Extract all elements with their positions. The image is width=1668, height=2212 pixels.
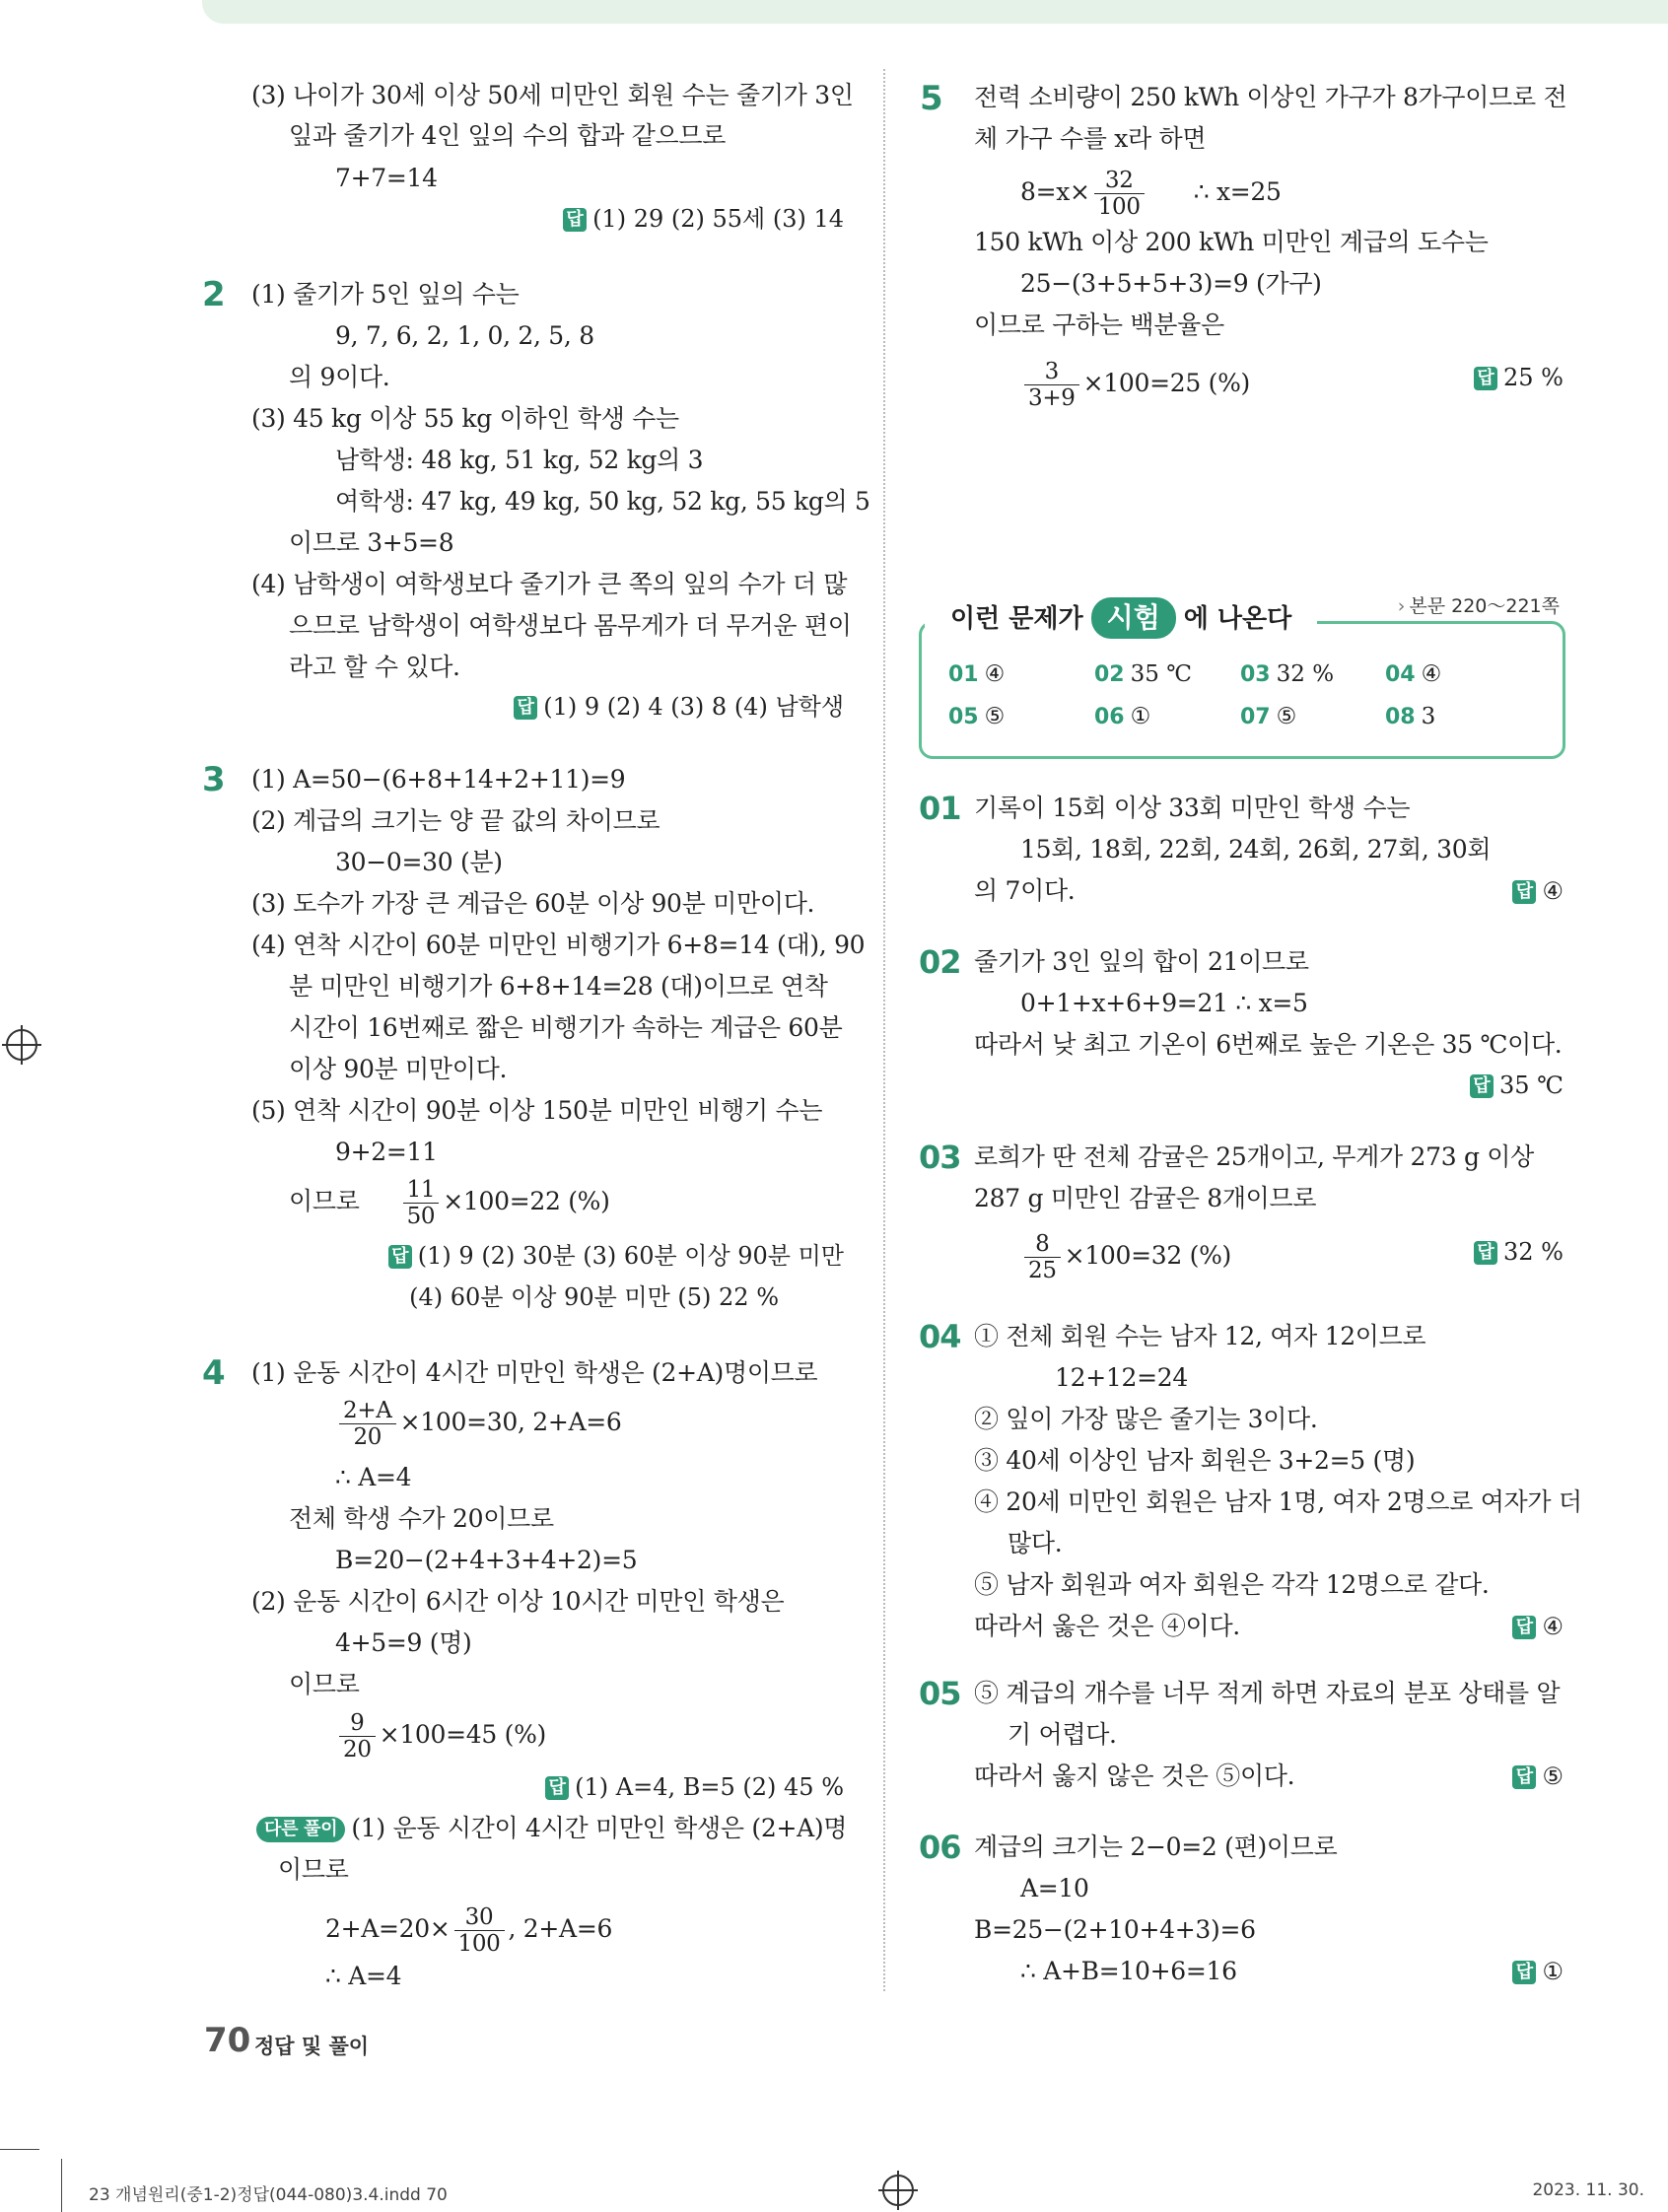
chevron-right-icon: ›: [1397, 595, 1406, 617]
text-line: 줄기가 3인 잎의 합이 21이므로: [974, 947, 1309, 976]
page-reference: [1398, 591, 1560, 618]
text-line: 9, 7, 6, 2, 1, 0, 2, 5, 8: [335, 321, 594, 350]
item-answer: 32 %: [1276, 661, 1335, 687]
text-line: (5) 연착 시간이 90분 이상 150분 미만인 비행기 수는: [251, 1096, 823, 1125]
problem-number: 2: [202, 275, 226, 314]
text-line: 287 g 미만인 감귤은 8개이므로: [974, 1184, 1317, 1212]
denominator: 20: [343, 1737, 372, 1763]
text-post: , 2+A=6: [508, 1914, 613, 1943]
problem-number: 06: [919, 1829, 961, 1866]
text-line: ③ 40세 이상인 남자 회원은 3+2=5 (명): [974, 1446, 1416, 1475]
box-item: [1240, 659, 1334, 690]
text-line: 15회, 18회, 22회, 24회, 26회, 27회, 30회: [1020, 835, 1492, 864]
text-line: 기록이 15회 이상 33회 미만인 학생 수는: [974, 794, 1411, 822]
answer-line: [1470, 1069, 1564, 1102]
text-line: ∴ A+B=10+6=16: [1020, 1957, 1237, 1985]
text-line: (1) A=50−(6+8+14+2+11)=9: [251, 765, 626, 794]
fraction: [403, 1177, 440, 1229]
text-line: 4+5=9 (명): [335, 1628, 472, 1657]
answer-text: (1) 9 (2) 30분 (3) 60분 이상 90분 미만: [417, 1242, 844, 1270]
box-item: [948, 659, 1005, 690]
item-answer: ①: [1130, 704, 1151, 729]
item-number: 03: [1240, 662, 1271, 687]
fraction-line: [325, 1904, 612, 1957]
box-item: [948, 702, 1005, 732]
fraction: [1094, 168, 1145, 220]
problem-number: 01: [919, 790, 961, 827]
problem-number: 5: [920, 79, 943, 118]
fraction-line: [335, 1710, 546, 1763]
answer-text: ④: [1542, 877, 1564, 905]
text-line: ∴ A=4: [325, 1962, 402, 1990]
text-line: 의 9이다.: [289, 363, 390, 391]
numerator: 2+A: [339, 1398, 396, 1424]
footer-file: 23 개념원리(중1-2)정답(044-080)3.4.indd 70: [89, 2185, 448, 2205]
text-line: B=20−(2+4+3+4+2)=5: [335, 1546, 638, 1574]
text-line: ④ 20세 미만인 회원은 남자 1명, 여자 2명으로 여자가 더: [974, 1487, 1582, 1516]
text-line: 으므로 남학생이 여학생보다 몸무게가 더 무거운 편이: [289, 611, 852, 640]
denominator: 25: [1028, 1258, 1057, 1283]
text-line: 25−(3+5+5+3)=9 (가구): [1020, 269, 1322, 298]
answer-badge: 답: [1512, 1961, 1536, 1984]
title-part: 이런 문제가: [950, 604, 1083, 634]
answer-line: [1512, 1955, 1564, 1988]
text-line: 잎과 줄기가 4인 잎의 수의 합과 같으므로: [289, 121, 727, 150]
text-post: ∴ x=25: [1193, 177, 1282, 206]
text-line: 따라서 옳은 것은 ④이다.: [974, 1612, 1240, 1640]
answer-text: (1) A=4, B=5 (2) 45 %: [575, 1773, 844, 1801]
text-post: ×100=32 (%): [1064, 1241, 1232, 1270]
answer-line: [514, 690, 844, 724]
problem-number: 4: [202, 1353, 226, 1393]
text-line: 분 미만인 비행기가 6+8+14=28 (대)이므로 연착: [289, 972, 828, 1001]
text-line: 시간이 16번째로 짧은 비행기가 속하는 계급은 60분: [289, 1013, 843, 1042]
denominator: 3+9: [1028, 385, 1076, 411]
text-line: 따라서 낮 최고 기온이 6번째로 높은 기온은 35 ℃이다.: [974, 1030, 1563, 1059]
alt-solution-line: [256, 1812, 847, 1845]
text-line: 의 7이다.: [974, 876, 1076, 905]
fraction: [454, 1904, 505, 1957]
fraction-line: [1020, 359, 1250, 411]
box-item: [1385, 659, 1441, 690]
text-line: (2) 운동 시간이 6시간 이상 10시간 미만인 학생은: [251, 1587, 785, 1616]
answer-badge: 답: [1512, 1616, 1536, 1639]
answer-text: ①: [1542, 1958, 1564, 1985]
text-line: B=25−(2+10+4+3)=6: [974, 1915, 1256, 1944]
fraction-line: [1020, 168, 1282, 220]
text-line: ② 잎이 가장 많은 줄기는 3이다.: [974, 1405, 1318, 1433]
text-line: 이상 90분 미만이다.: [289, 1055, 508, 1083]
problem-number: 03: [919, 1139, 961, 1176]
numerator: 3: [1024, 359, 1079, 385]
text-line: 전체 학생 수가 20이므로: [289, 1504, 554, 1533]
denominator: 50: [406, 1204, 436, 1229]
page-label: 정답 및 풀이: [254, 2035, 370, 2058]
registration-mark-icon: [882, 2175, 914, 2206]
problem-number: 04: [919, 1318, 961, 1355]
text-line: 기 어렵다.: [1008, 1720, 1117, 1749]
text-line: 150 kWh 이상 200 kWh 미만인 계급의 도수는: [974, 228, 1489, 256]
text-post: ×100=45 (%): [379, 1720, 547, 1749]
answer-line: [1512, 1610, 1564, 1643]
answer-text: (1) 9 (2) 4 (3) 8 (4) 남학생: [543, 693, 844, 721]
text-line: (3) 45 kg 이상 55 kg 이하인 학생 수는: [251, 404, 679, 433]
answer-text: 35 ℃: [1498, 1071, 1564, 1099]
text-line: (1) 운동 시간이 4시간 미만인 학생은 (2+A)명이므로: [251, 1358, 818, 1387]
numerator: 8: [1024, 1231, 1061, 1258]
answer-badge: 답: [514, 696, 537, 720]
numerator: 30: [454, 1904, 505, 1931]
item-answer: ④: [984, 661, 1006, 687]
answer-badge: 답: [1470, 1074, 1494, 1098]
answer-line: [545, 1770, 844, 1804]
answer-text: ④: [1542, 1613, 1564, 1640]
fraction: [1024, 1231, 1061, 1283]
text-pre: 8=x×: [1020, 177, 1090, 206]
item-answer: 3: [1421, 704, 1436, 729]
text-line: 따라서 옳지 않은 것은 ⑤이다.: [974, 1762, 1295, 1790]
text-line: 계급의 크기는 2−0=2 (편)이므로: [974, 1832, 1338, 1861]
text-line: 0+1+x+6+9=21 ∴ x=5: [1020, 989, 1308, 1017]
reference-text: 본문 220～221쪽: [1409, 595, 1560, 617]
numerator: 32: [1094, 168, 1145, 194]
text: (1) 운동 시간이 4시간 미만인 학생은 (2+A)명: [351, 1814, 848, 1842]
fraction-line: [289, 1177, 610, 1229]
text-line: 이므로 3+5=8: [289, 528, 454, 557]
text-line: 여학생: 47 kg, 49 kg, 50 kg, 52 kg, 55 kg의 5: [335, 487, 870, 516]
fraction: [339, 1398, 396, 1450]
text-line: (3) 나이가 30세 이상 50세 미만인 회원 수는 줄기가 3인: [251, 81, 854, 109]
answer-text: ⑤: [1542, 1763, 1564, 1790]
box-item: [1094, 659, 1192, 690]
text-pre: 2+A=20×: [325, 1914, 451, 1943]
text-line: 이므로: [289, 1670, 360, 1698]
answer-text: 32 %: [1503, 1238, 1564, 1266]
text-line: (4) 남학생이 여학생보다 줄기가 큰 쪽의 잎의 수가 더 많: [251, 570, 848, 598]
answer-line: (4) 60분 이상 90분 미만 (5) 22 %: [409, 1283, 779, 1311]
denominator: 100: [457, 1931, 501, 1957]
answer-badge: 답: [1474, 367, 1497, 390]
exam-box-title: [925, 597, 1317, 639]
problem-number: 3: [202, 760, 226, 799]
item-answer: ④: [1421, 661, 1442, 687]
page-number: 70: [204, 2021, 251, 2060]
text-line: 남학생: 48 kg, 51 kg, 52 kg의 3: [335, 446, 704, 474]
column-divider: [883, 69, 885, 1991]
fraction-line: [1020, 1231, 1231, 1283]
crop-mark: [61, 2159, 62, 2212]
item-answer: ⑤: [1276, 704, 1297, 729]
answer-line: [1512, 1760, 1564, 1793]
text-line: 이므로 구하는 백분율은: [974, 311, 1224, 339]
alt-solution-tag: 다른 풀이: [256, 1817, 345, 1842]
problem-number: 02: [919, 943, 961, 981]
text-line: (3) 도수가 가장 큰 계급은 60분 이상 90분 미만이다.: [251, 889, 815, 918]
box-item: [1094, 702, 1150, 732]
item-number: 01: [948, 662, 979, 687]
item-answer: 35 ℃: [1130, 661, 1192, 687]
answer-badge: 답: [388, 1245, 412, 1269]
answer-text: (1) 29 (2) 55세 (3) 14: [592, 205, 844, 233]
text-post: ×100=25 (%): [1082, 369, 1250, 397]
registration-mark-icon: [6, 1029, 37, 1061]
answer-line: [1474, 1235, 1564, 1269]
text-line: 많다.: [1008, 1529, 1063, 1557]
item-answer: ⑤: [984, 704, 1006, 729]
item-number: 05: [948, 705, 979, 729]
exam-box: [919, 621, 1565, 759]
text-line: 전력 소비량이 250 kWh 이상인 가구가 8가구이므로 전: [974, 83, 1567, 111]
answer-line: [1474, 361, 1564, 394]
text-line: 이므로: [278, 1855, 349, 1884]
top-band: [202, 0, 1668, 24]
text-line: 7+7=14: [335, 164, 438, 192]
answer-line: [388, 1239, 844, 1273]
item-number: 07: [1240, 705, 1271, 729]
box-item: [1240, 702, 1296, 732]
answer-line: [1512, 874, 1564, 908]
text-line: ⑤ 남자 회원과 여자 회원은 각각 12명으로 같다.: [974, 1570, 1490, 1599]
text-line: (2) 계급의 크기는 양 끝 값의 차이므로: [251, 806, 660, 835]
numerator: 9: [339, 1710, 376, 1737]
item-number: 04: [1385, 662, 1416, 687]
text-line: 로희가 딴 전체 감귤은 25개이고, 무게가 273 g 이상: [974, 1142, 1535, 1171]
text-pre: 이므로: [289, 1187, 360, 1215]
problem-number: 05: [919, 1675, 961, 1712]
footer-date: 2023. 11. 30.: [1532, 2180, 1644, 2200]
answer-badge: 답: [1474, 1241, 1497, 1265]
text-line: A=10: [1020, 1874, 1089, 1902]
denominator: 20: [353, 1424, 382, 1450]
text-line: 라고 할 수 있다.: [289, 653, 460, 681]
answer-badge: 답: [1512, 1765, 1536, 1789]
denominator: 100: [1097, 194, 1141, 220]
text-post: ×100=22 (%): [443, 1187, 610, 1215]
item-number: 08: [1385, 705, 1416, 729]
crop-mark: [0, 2149, 39, 2150]
text-line: ① 전체 회원 수는 남자 12, 여자 12이므로: [974, 1322, 1426, 1350]
text-line: (4) 연착 시간이 60분 미만인 비행기가 6+8=14 (대), 90: [251, 931, 866, 959]
fraction: [1024, 359, 1079, 411]
numerator: 11: [403, 1177, 440, 1204]
answer-text: 25 %: [1503, 364, 1564, 391]
answer-line: [563, 202, 844, 236]
answer-badge: 답: [545, 1776, 569, 1800]
item-number: 02: [1094, 662, 1125, 687]
text-line: ⑤ 계급의 개수를 너무 적게 하면 자료의 분포 상태를 알: [974, 1679, 1561, 1707]
box-item: [1385, 702, 1435, 732]
title-part: 에 나온다: [1183, 604, 1292, 634]
text-line: (1) 줄기가 5인 잎의 수는: [251, 280, 520, 309]
fraction: [339, 1710, 376, 1763]
answer-badge: 답: [1512, 880, 1536, 904]
title-highlight: 시험: [1091, 597, 1176, 639]
text-line: 30−0=30 (분): [335, 848, 503, 876]
text-line: ∴ A=4: [335, 1463, 412, 1491]
fraction-line: [335, 1398, 622, 1450]
text-line: 12+12=24: [1055, 1363, 1188, 1392]
text-line: 체 가구 수를 x라 하면: [974, 124, 1207, 153]
answer-badge: 답: [563, 208, 587, 232]
text-line: 9+2=11: [335, 1138, 438, 1166]
item-number: 06: [1094, 705, 1125, 729]
text-post: ×100=30, 2+A=6: [399, 1408, 622, 1436]
